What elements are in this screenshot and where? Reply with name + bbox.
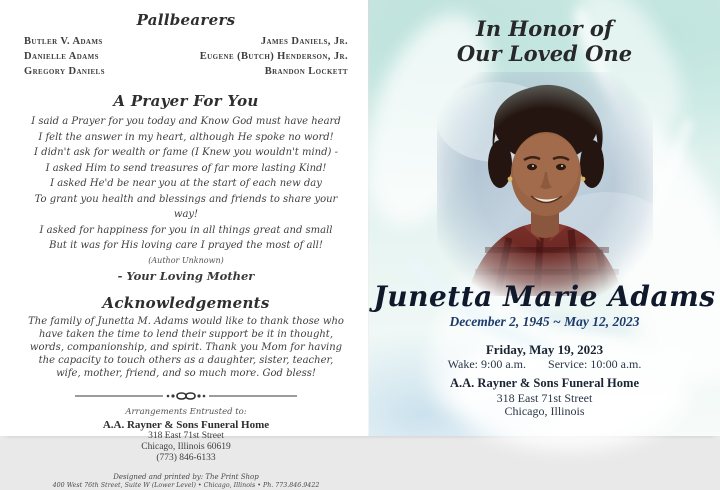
printer-credit-line2: 400 West 76th Street, Suite W (Lower Level) • Chicago, Illinois • Ph. 773.846.9422 bbox=[52, 481, 320, 489]
printer-credit bbox=[24, 473, 348, 490]
prayer-line: I asked Him to send treasures of far more lasting Kind! bbox=[45, 162, 327, 174]
service-location: A.A. Rayner & Sons Funeral Home bbox=[449, 376, 639, 390]
service-times bbox=[369, 357, 720, 372]
deceased-name: Junetta Marie Adams bbox=[373, 280, 716, 313]
acknowledgements-text: The family of Junetta M. Adams would like to thank those who have taken the time to lend their support be it in thought, words, companionship, and spirit. Thank you Mom for having the capacity to touch others as a daughter, sister, teacher, wife, mother, friend, and so much more. God bless! bbox=[28, 315, 344, 379]
prayer-line: I asked for happiness for you in all things great and small bbox=[39, 224, 333, 236]
arrangements-label: Arrangements Entrusted to: bbox=[125, 406, 247, 417]
pallbearer-name: Eugene (Butch) Henderson, Jr. bbox=[199, 51, 348, 62]
service-date: Friday, May 19, 2023 bbox=[485, 342, 604, 357]
prayer-signoff: - Your Loving Mother bbox=[117, 268, 255, 283]
acknowledgements-heading: Acknowledgements bbox=[102, 293, 270, 312]
prayer-line: I felt the answer in my heart, although He spoke no word! bbox=[38, 131, 334, 143]
printer-credit-line1: Designed and printed by: The Print Shop bbox=[113, 472, 259, 481]
arrangements-funeral-home: A.A. Rayner & Sons Funeral Home bbox=[102, 418, 270, 431]
prayer-heading: A Prayer For You bbox=[113, 92, 259, 110]
tribute-line2: Our Loved One bbox=[456, 41, 633, 66]
prayer-line: I asked He'd be near you at the start of each new day bbox=[50, 178, 322, 189]
arrangements-address2: Chicago, Illinois 60619 bbox=[141, 441, 231, 452]
service-address1: 318 East 71st Street bbox=[496, 391, 593, 405]
pallbearer-name: Danielle Adams bbox=[24, 51, 99, 62]
tribute-heading bbox=[369, 16, 720, 66]
pallbearers-list bbox=[24, 34, 348, 79]
flourish-divider-icon bbox=[71, 389, 301, 403]
pallbearers-right-column bbox=[200, 34, 348, 79]
pallbearer-name: James Daniels, Jr. bbox=[260, 36, 348, 47]
prayer-poem bbox=[24, 114, 348, 254]
pallbearer-name: Gregory Daniels bbox=[24, 66, 105, 77]
prayer-attribution: (Author Unknown) bbox=[148, 255, 224, 265]
birth-death-dates: December 2, 1945 ~ May 12, 2023 bbox=[449, 314, 640, 329]
service-address2: Chicago, Illinois bbox=[504, 404, 585, 418]
pallbearer-name: Butler V. Adams bbox=[24, 36, 103, 47]
prayer-line: To grant you health and blessings and friends to share your way! bbox=[34, 193, 338, 220]
tribute-line1: In Honor of bbox=[476, 16, 613, 41]
arrangements-address1: 318 East 71st Street bbox=[148, 430, 224, 441]
wake-time: Wake: 9:00 a.m. bbox=[447, 357, 527, 371]
pallbearer-name: Brandon Lockett bbox=[264, 66, 348, 77]
pallbearers-left-column bbox=[24, 34, 105, 79]
portrait-photo bbox=[437, 72, 653, 296]
service-time: Service: 10:00 a.m. bbox=[548, 357, 642, 371]
program-cover-page bbox=[369, 0, 720, 436]
prayer-line: I said a Prayer for you today and Know God must have heard bbox=[31, 116, 341, 127]
arrangements-phone: (773) 846-6133 bbox=[156, 452, 216, 463]
prayer-line: I didn't ask for wealth or fame (I Knew you wouldn't mind) - bbox=[34, 147, 338, 158]
pallbearers-heading: Pallbearers bbox=[136, 11, 236, 29]
prayer-line: But it was for His loving care I prayed the most of all! bbox=[49, 240, 323, 251]
